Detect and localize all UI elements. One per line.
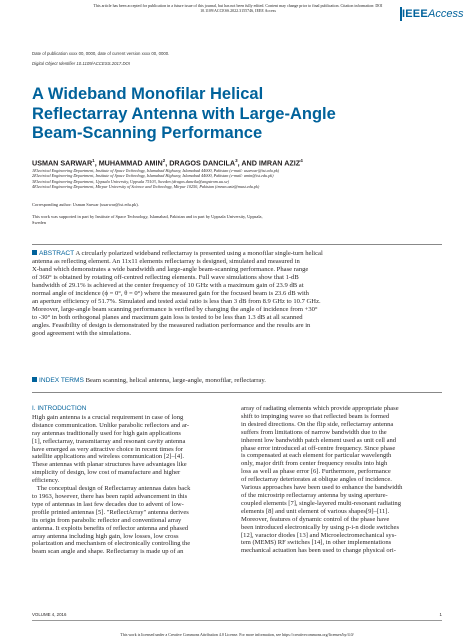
body-line: simplicity of design, low cost of manufacture and higher	[32, 469, 181, 477]
body-line: phase error introduced at off-centre frequency. Since phase	[241, 444, 396, 452]
abstract-line: Moreover, large-angle beam scanning performance is verified by changing the angle of incidence from +30°	[32, 305, 318, 313]
body-line: in desired directions. On the flip side, reflectarray antenna	[241, 420, 394, 428]
body-line: ray antennas traditionally used for high gain applications	[32, 429, 181, 437]
body-line: mechanical actuation has been used to change physical ori-	[241, 547, 396, 555]
abstract-line: X-band which demonstrates a wide bandwidth and large-angle beam-scanning performance. Phase range	[32, 265, 309, 273]
body-line: have emerged as very attractive choice in recent times for	[32, 445, 183, 453]
affiliation-line: 3Electrical Engineering Department, Uppsala University, Uppsala 75103, Sweden (dragos.dancila@angstrom.uu.se)	[32, 178, 229, 184]
body-line: array antenna including high gain, low losses, low cross	[32, 532, 179, 540]
body-line: loss as well as phase error [6]. Furthermore, performance	[241, 468, 391, 476]
body-line: efficiency.	[32, 477, 60, 485]
paper-title	[32, 85, 432, 144]
body-line: beam scan angle and shape. Reflectarray is made up of an	[32, 548, 184, 556]
affiliations	[32, 168, 452, 190]
affiliation-line: 1Electrical Engineering Department, Institute of Space Technology, Islamabad Highway, Islamabad 44000, Pakistan (e-mail: usarwar@ist.edu.pk)	[32, 168, 280, 173]
abstract-line: good agreement with the simulations.	[32, 329, 132, 337]
section-bullet-icon	[32, 250, 37, 255]
publication-notice-line1: This article has been accepted for publication in a future issue of this journal, but has not been fully edited. Content may change prior to final publication. Citation information: DOI	[93, 3, 383, 8]
logo-access-text: Access	[428, 8, 464, 20]
body-line: coupled elements [7], single-layered multi-resonant radiating	[241, 499, 401, 507]
body-line: only, major drift from center frequency results into high	[241, 460, 388, 468]
footer-divider	[32, 620, 442, 621]
abstract-line: an aperture efficiency of 51.7%. Simulated and tested axial ratio is less than 3 dB from 8.9 GHz to 10.7 GHz.	[32, 297, 321, 305]
author-name: MUHAMMAD AMIN	[98, 158, 163, 168]
body-line: to 1963, however, there has been rapid advancement in this	[32, 492, 188, 500]
body-line: inherent low bandwidth patch element used as unit cell and	[241, 436, 397, 444]
funding-line-2: Sweden	[32, 219, 46, 225]
affiliation-line: 2Electrical Engineering Department, Institute of Space Technology, Islamabad Highway, Islamabad 44000, Pakistan (e-mail: amin@ist.edu.pk)	[32, 173, 274, 179]
divider	[32, 244, 442, 245]
title-line-2: Reflectarray Antenna with Large-Angle	[32, 104, 336, 123]
index-terms	[32, 377, 428, 384]
abstract-line: angles. Feasibility of design is demonstrated by the measured radiation performance and the results are in	[32, 321, 311, 329]
body-line: antenna. It exploits benefits of reflector antenna and phased	[32, 524, 189, 532]
author-name: DRAGOS DANCILA	[169, 158, 236, 168]
author-sup: 4	[300, 158, 303, 163]
abstract-line: A circularly polarized wideband reflectarray is presented using a monofilar single-turn helical	[75, 250, 323, 257]
affiliation-line: 4Electrical Engineering Department, Mirpur University of Science and Technology, Mirpur 10250, Pakistan (imran.aziz@must.edu.pk)	[32, 184, 260, 190]
publication-notice	[38, 3, 438, 13]
doi-line: Digital Object Identifier 10.1109/ACCESS.2017.DOI	[32, 61, 131, 66]
body-line: profile printed antennas [5]. "ReflectArray" antenna derives	[32, 508, 189, 516]
body-line: elements [8] and unit element of various shapes[9]–[11].	[241, 507, 390, 515]
author-name: AND IMRAN AZIZ	[241, 158, 301, 168]
body-line: satellite applications and wireless communication [2]–[4].	[32, 453, 184, 461]
divider	[32, 392, 442, 393]
body-line: tem (MEMS) RF switches [14], in other implementations	[241, 539, 392, 547]
abstract-line: bandwidth of 29.1% is achieved at the center frequency of 10 GHz with a maximum gain of 23.9 dB at	[32, 281, 304, 289]
section-heading-introduction: I. INTRODUCTION	[32, 405, 87, 412]
author-sup: 2	[162, 158, 166, 163]
volume-label: VOLUME 4, 2016	[32, 612, 67, 617]
abstract-heading: ABSTRACT	[39, 250, 75, 257]
body-column-left	[32, 405, 232, 556]
abstract-line: normal angle of incidence (ϕ = 0°, θ = 0°) where the measured gain for the focused beam is 23.6 dB with	[32, 289, 309, 297]
title-line-1: A Wideband Monofilar Helical	[32, 85, 264, 103]
ieee-access-logo	[400, 7, 464, 21]
abstract-first-line	[32, 250, 428, 258]
body-column-right	[241, 405, 441, 555]
author-sup: 1	[92, 158, 95, 163]
body-line: array of radiating elements which provide appropriate phase	[241, 405, 399, 412]
index-terms-text: Beam scanning, helical antenna, large-angle, monofilar, reflectarray.	[85, 377, 266, 384]
publication-notice-line2: 10.1109/ACCESS.2022.3155746, IEEE Access	[200, 8, 276, 13]
section-bullet-icon	[32, 377, 37, 382]
abstract-line: antenna as reflecting element. An 11x11 elements reflectarray is designed, simulated and measured in	[32, 257, 300, 265]
body-line: [12], varactor diodes [13] and Microelectromechanical sys-	[241, 531, 397, 539]
body-line: of reflectarray deteriorates at oblique angles of incidence.	[241, 476, 392, 484]
body-line: Various approaches have been used to enhance the bandwidth	[241, 484, 403, 492]
body-line: type of antennas in last few decades due to advent of low-	[32, 500, 184, 508]
body-line: its origin from parabolic reflector and conventional array	[32, 516, 182, 524]
author-list: USMAN SARWAR$^1$, MUHAMMAD AMIN$^2$, DRAGOS DANCILA$^3$, AND IMRAN AZIZ$^4$	[32, 158, 303, 168]
page-number: 1	[439, 612, 442, 617]
author-sup: 3	[235, 158, 238, 163]
body-line: [1], reflectarray, transmitarray and resonant cavity antenna	[32, 437, 186, 445]
funding-note	[32, 214, 442, 225]
body-line: of the microstrip reflectarray antenna by using aperture-	[241, 491, 388, 499]
corresponding-author: Corresponding author: Usman Sarwar (usarwar@ist.edu.pk).	[32, 202, 139, 207]
abstract-line: of 360° is obtained by rotating off-centred reflecting elements. Full wave simulations show that 1-dB	[32, 273, 299, 281]
body-line: shift to impinging wave so that reflected beam is formed	[241, 412, 390, 420]
body-line: been introduced electronically by using p-i-n diode switches	[241, 523, 399, 531]
body-line: is compensated at each element for particular wavelength	[241, 452, 392, 460]
funding-line-1: This work was supported in part by Institute of Space Technology, Islamabad, Pakistan and in part by Uppsala University, Uppsala,	[32, 214, 263, 219]
abstract	[32, 250, 428, 337]
index-terms-heading: INDEX TERMS	[39, 377, 84, 384]
body-line: High gain antenna is a crucial requirement in case of long	[32, 413, 184, 421]
logo-ieee-text: IEEE	[402, 8, 428, 20]
body-line: distance communication. Unlike parabolic reflectors and ar-	[32, 421, 190, 429]
license-notice: This work is licensed under a Creative Commons Attribution 4.0 License. For more information, see https://creativecommons.org/licenses/by/4.0/	[120, 632, 354, 637]
body-line: These antennas with planar structures have advantages like	[32, 461, 187, 469]
body-line: Moreover, features of dynamic control of the phase have	[241, 515, 390, 523]
publication-dates: Date of publication xxxx 00, 0000, date of current version xxxx 00, 0000.	[32, 51, 170, 56]
abstract-line: to -30° in both orthogonal planes and maximum gain loss is tested to be less than 1.3 dB at all scanned	[32, 313, 303, 321]
author-name: USMAN SARWAR	[32, 158, 93, 168]
title-line-3: Beam-Scanning Performance	[32, 124, 263, 142]
body-line: polarization and mechanism of electronically controlling the	[32, 540, 191, 548]
body-line: suffers from limitations of narrow bandwidth due to the	[241, 428, 387, 436]
body-line: The conceptual design of Reflectarray antennas dates back	[32, 485, 191, 493]
